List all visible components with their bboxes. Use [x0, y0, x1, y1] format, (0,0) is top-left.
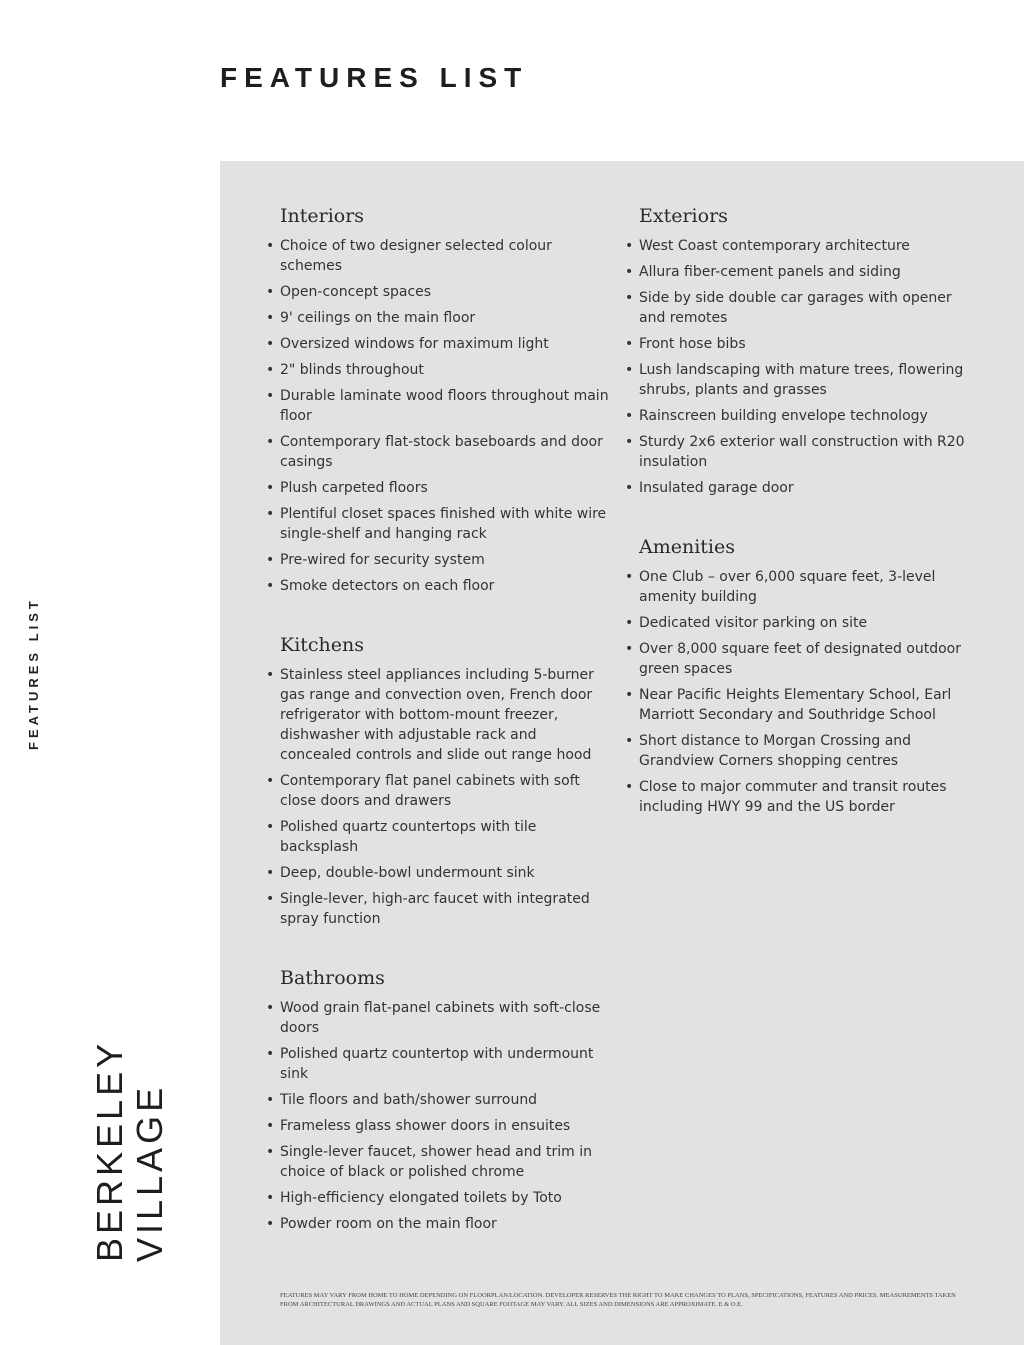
feature-item: • High-efficiency elongated toilets by Toto [280, 1188, 610, 1208]
feature-item: • Frameless glass shower doors in ensuites [280, 1116, 610, 1136]
feature-item: • Tile floors and bath/shower surround [280, 1090, 610, 1110]
feature-item: • Single-lever faucet, shower head and trim in choice of black or polished chrome [280, 1142, 610, 1182]
feature-item: • One Club – over 6,000 square feet, 3-level amenity building [639, 567, 969, 607]
feature-item: • Side by side double car garages with opener and remotes [639, 288, 969, 328]
feature-list [280, 236, 610, 596]
section-kitchens [280, 634, 610, 929]
feature-item: • Single-lever, high-arc faucet with integrated spray function [280, 889, 610, 929]
feature-item: • Oversized windows for maximum light [280, 334, 610, 354]
page-title: FEATURES LIST [220, 62, 529, 93]
feature-list [280, 665, 610, 929]
features-panel [220, 161, 1024, 1345]
feature-item: • Over 8,000 square feet of designated outdoor green spaces [639, 639, 969, 679]
feature-list [280, 998, 610, 1234]
feature-item: • Allura fiber-cement panels and siding [639, 262, 969, 282]
feature-item: • Near Pacific Heights Elementary School, Earl Marriott Secondary and Southridge School [639, 685, 969, 725]
feature-item: • Pre-wired for security system [280, 550, 610, 570]
feature-item: • Plush carpeted floors [280, 478, 610, 498]
feature-item: • 2" blinds throughout [280, 360, 610, 380]
section-interiors [280, 205, 610, 596]
feature-item: • Contemporary flat-stock baseboards and door casings [280, 432, 610, 472]
feature-list [639, 236, 969, 498]
side-label: FEATURES LIST [26, 597, 41, 750]
feature-item: • Polished quartz countertops with tile backsplash [280, 817, 610, 857]
feature-item: • Wood grain flat-panel cabinets with soft-close doors [280, 998, 610, 1038]
features-column-right [639, 205, 969, 855]
section-amenities [639, 536, 969, 817]
feature-list [639, 567, 969, 817]
feature-item: • Choice of two designer selected colour schemes [280, 236, 610, 276]
section-bathrooms [280, 967, 610, 1234]
feature-item: • West Coast contemporary architecture [639, 236, 969, 256]
feature-item: • Contemporary flat panel cabinets with soft close doors and drawers [280, 771, 610, 811]
feature-item: • Plentiful closet spaces finished with white wire single-shelf and hanging rack [280, 504, 610, 544]
section-heading: Kitchens [280, 634, 365, 656]
feature-item: • Lush landscaping with mature trees, flowering shrubs, plants and grasses [639, 360, 969, 400]
brand-line-2: VILLAGE [129, 1083, 170, 1262]
section-heading: Bathrooms [280, 967, 385, 989]
feature-item: • Rainscreen building envelope technology [639, 406, 969, 426]
feature-item: • Insulated garage door [639, 478, 969, 498]
disclaimer: FEATURES MAY VARY FROM HOME TO HOME DEPENDING ON FLOORPLAN/LOCATION. DEVELOPER RESERVES THE RIGHT TO MAKE CHANGES TO PLANS, SPECIFICATIONS, FEATURES AND PRICES. MEASUREMENTS TAKEN FROM ARCHITECTURAL DRAWINGS AND ACTUAL PLANS AND SQUARE FOOTAGE MAY VARY. ALL SIZES AND DIMENSIONS ARE APPROXIMATE. E & O.E. [280, 1292, 956, 1308]
feature-item: • Dedicated visitor parking on site [639, 613, 969, 633]
feature-item: • Front hose bibs [639, 334, 969, 354]
section-exteriors [639, 205, 969, 498]
brand-logo [90, 1040, 170, 1262]
section-heading: Amenities [639, 536, 736, 558]
feature-item: • Deep, double-bowl undermount sink [280, 863, 610, 883]
feature-item: • Close to major commuter and transit routes including HWY 99 and the US border [639, 777, 969, 817]
brand-line-1: BERKELEY [89, 1039, 130, 1262]
feature-item: • Durable laminate wood floors throughout main floor [280, 386, 610, 426]
feature-item: • Open-concept spaces [280, 282, 610, 302]
feature-item: • Powder room on the main floor [280, 1214, 610, 1234]
features-column-left [280, 205, 610, 1272]
section-heading: Exteriors [639, 205, 728, 227]
feature-item: • Sturdy 2x6 exterior wall construction with R20 insulation [639, 432, 969, 472]
feature-item: • Smoke detectors on each floor [280, 576, 610, 596]
section-heading: Interiors [280, 205, 365, 227]
feature-item: • 9' ceilings on the main floor [280, 308, 610, 328]
feature-item: • Polished quartz countertop with undermount sink [280, 1044, 610, 1084]
feature-item: • Short distance to Morgan Crossing and Grandview Corners shopping centres [639, 731, 969, 771]
feature-item: • Stainless steel appliances including 5-burner gas range and convection oven, French door refrigerator with bottom-mount freezer, dishwasher with adjustable rack and concealed controls and slide out range hood [280, 665, 610, 765]
